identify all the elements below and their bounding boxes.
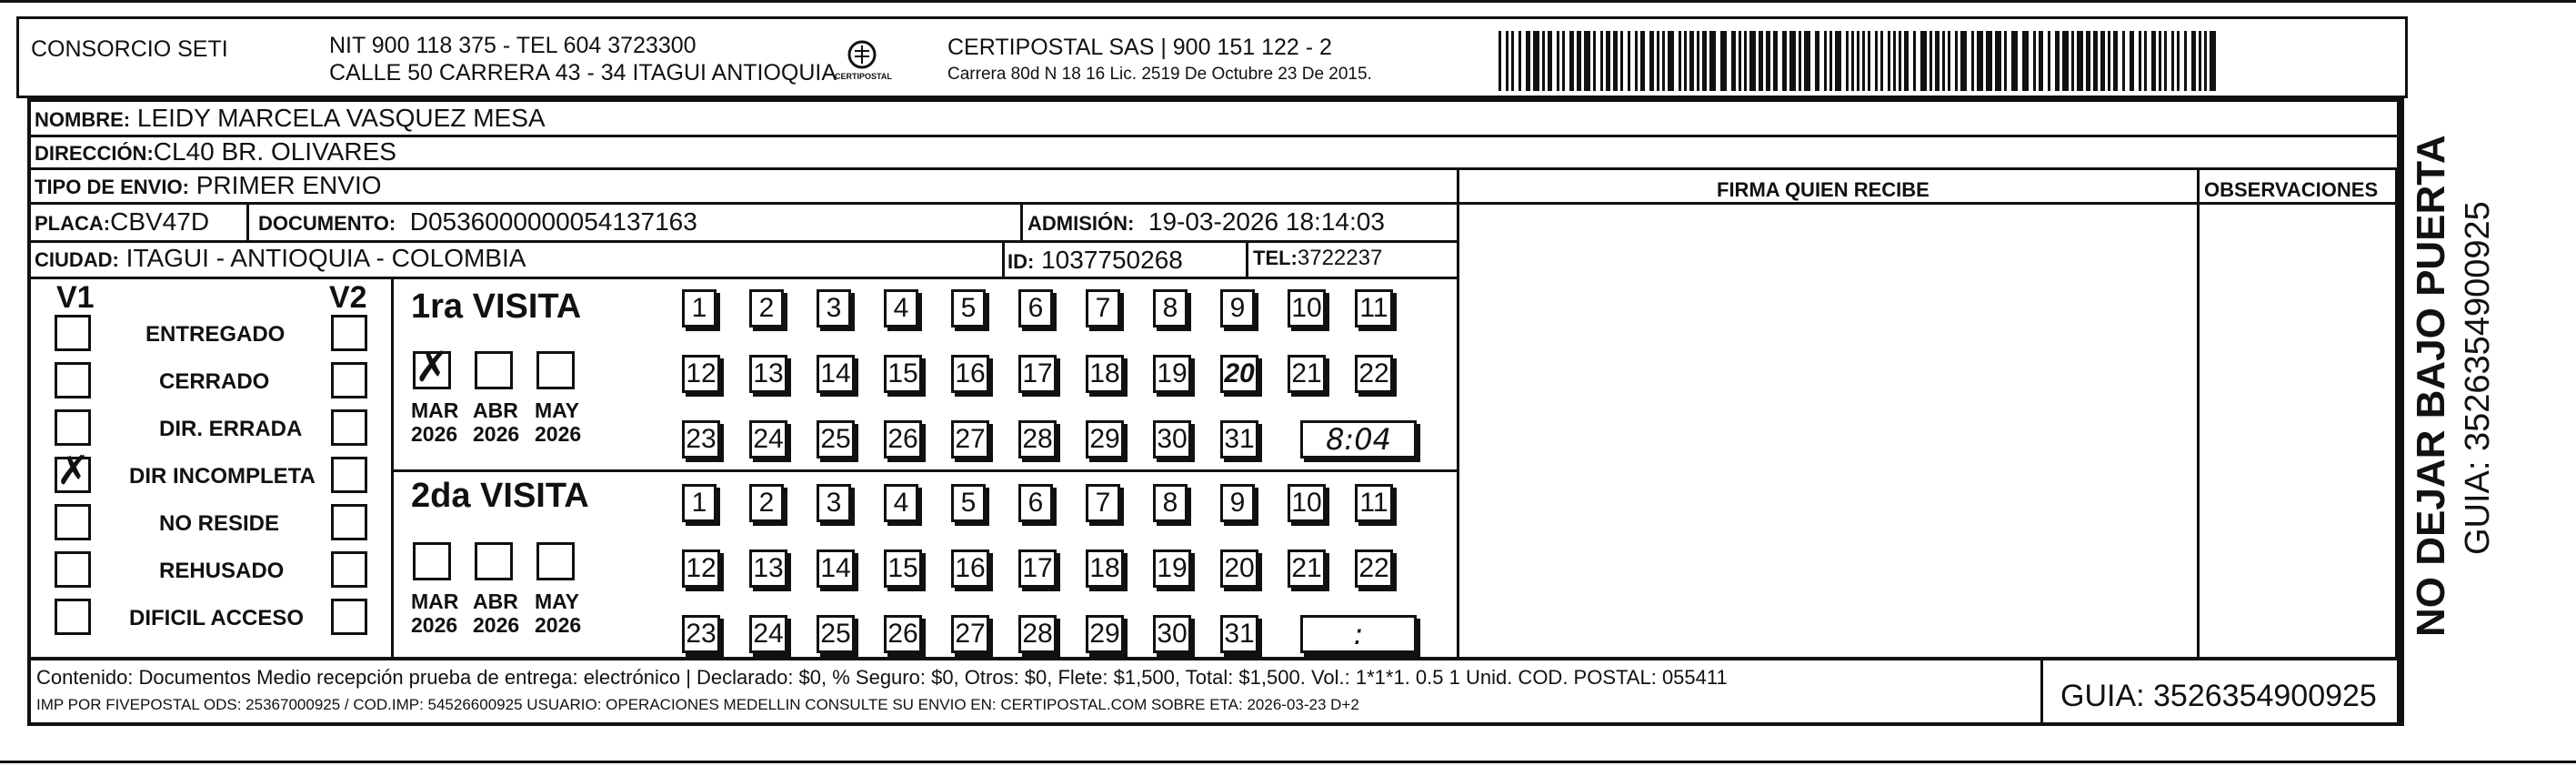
day-box[interactable]: 8 [1153, 484, 1188, 522]
guia-box: GUIA: 3526354900925 [2060, 679, 2377, 713]
status-v2-checkbox[interactable] [331, 504, 367, 540]
day-box[interactable]: 2 [749, 484, 784, 522]
admission-label: ADMISIÓN: [1027, 212, 1135, 235]
day-box[interactable]: 29 [1086, 420, 1124, 459]
time-box[interactable]: 8:04 [1300, 420, 1417, 459]
day-box[interactable]: 15 [884, 549, 922, 588]
day-box[interactable]: 7 [1086, 289, 1120, 328]
signature-label: FIRMA QUIEN RECIBE [1717, 178, 1929, 201]
status-v2-checkbox[interactable] [331, 599, 367, 635]
status-label: REHUSADO [159, 559, 285, 583]
signature-area[interactable] [1460, 206, 2195, 657]
month-label: ABR [473, 398, 518, 422]
bottom-border [0, 761, 2576, 763]
status-v1-checkbox[interactable] [55, 362, 91, 398]
day-box[interactable]: 13 [749, 549, 787, 588]
contents-line: Contenido: Documentos Medio recepción prueba de entrega: electrónico | Declarado: $0, % Seguro: $0, Otros: $0, Flete: $1,500, Total: $1,500. Vol.: 1*1*1. 0.5 1 Unid. COD. POSTAL: 055411 [36, 666, 1728, 689]
day-box[interactable]: 6 [1018, 289, 1053, 328]
status-v2-checkbox[interactable] [331, 409, 367, 446]
status-v1-checkbox[interactable] [55, 315, 91, 351]
day-box[interactable]: 21 [1288, 549, 1326, 588]
address-label: DIRECCIÓN: [35, 142, 154, 165]
imp-line: IMP POR FIVEPOSTAL ODS: 25367000925 / COD.IMP: 54526600925 USUARIO: OPERACIONES MEDELLIN CONSULTE SU ENVIO EN: CERTIPOSTAL.COM SOBRE ETA: 2026-03-23 D+2 [36, 696, 1359, 713]
day-box[interactable]: 24 [749, 615, 787, 653]
day-box[interactable]: 30 [1153, 615, 1191, 653]
day-box[interactable]: 2 [749, 289, 784, 328]
day-box[interactable]: 15 [884, 355, 922, 393]
tel-field [1253, 247, 1382, 269]
day-box[interactable]: 25 [817, 420, 855, 459]
day-box[interactable]: 7 [1086, 484, 1120, 522]
day-box[interactable]: 12 [682, 549, 720, 588]
status-v2-checkbox[interactable] [331, 362, 367, 398]
day-box[interactable]: 11 [1355, 484, 1393, 522]
month-checkbox[interactable] [413, 542, 451, 580]
status-v1-checkbox[interactable] [55, 409, 91, 446]
name-value: LEIDY MARCELA VASQUEZ MESA [136, 104, 546, 132]
status-v2-checkbox[interactable] [331, 551, 367, 588]
month-label: MAR [411, 590, 459, 613]
day-box[interactable]: 10 [1288, 484, 1326, 522]
city-field [35, 246, 526, 271]
tel-value: 3722237 [1297, 246, 1383, 270]
day-box[interactable]: 5 [951, 484, 986, 522]
day-box[interactable]: 13 [749, 355, 787, 393]
address-line: CALLE 50 CARRERA 43 - 34 ITAGUI ANTIOQUIA [329, 60, 837, 86]
id-value: 1037750268 [1041, 246, 1183, 274]
type-field [35, 173, 382, 198]
day-box[interactable]: 5 [951, 289, 986, 328]
day-box[interactable]: 22 [1355, 355, 1393, 393]
day-box[interactable]: 8 [1153, 289, 1188, 328]
status-v2-checkbox[interactable] [331, 315, 367, 351]
day-box[interactable]: 14 [817, 549, 855, 588]
year-label: 2026 [473, 422, 520, 446]
warning-text: NO DEJAR BAJO PUERTA [2409, 135, 2453, 637]
day-box[interactable]: 4 [884, 289, 918, 328]
time-box[interactable]: : [1300, 615, 1417, 653]
status-label: CERRADO [159, 369, 270, 394]
document-label: DOCUMENTO: [258, 212, 396, 235]
year-label: 2026 [535, 422, 582, 446]
name-field [35, 106, 546, 131]
day-box[interactable]: 1 [682, 484, 717, 522]
month-checkbox[interactable] [475, 351, 513, 389]
day-box[interactable]: 19 [1153, 355, 1191, 393]
month-checkbox[interactable] [536, 351, 575, 389]
day-box[interactable]: 19 [1153, 549, 1191, 588]
v1-label: V1 [56, 280, 95, 315]
admission-field [1027, 209, 1385, 235]
day-box[interactable]: 14 [817, 355, 855, 393]
observations-label: OBSERVACIONES [2204, 178, 2379, 201]
day-box[interactable]: 26 [884, 615, 922, 653]
month-label: MAY [535, 398, 579, 422]
day-box[interactable]: 24 [749, 420, 787, 459]
year-label: 2026 [535, 613, 582, 637]
type-value: PRIMER ENVIO [195, 171, 382, 199]
city-value: ITAGUI - ANTIOQUIA - COLOMBIA [125, 244, 526, 272]
month-checkbox[interactable] [536, 542, 575, 580]
day-box[interactable]: 28 [1018, 615, 1057, 653]
address-value: CL40 BR. OLIVARES [153, 137, 396, 166]
status-v1-checkbox[interactable] [55, 504, 91, 540]
day-box[interactable]: 3 [817, 289, 851, 328]
day-box[interactable]: 18 [1086, 549, 1124, 588]
side-guia: GUIA: 3526354900925 [2459, 201, 2497, 555]
day-box[interactable]: 31 [1220, 420, 1258, 459]
type-label: TIPO DE ENVIO: [35, 176, 189, 198]
v2-label: V2 [329, 280, 367, 315]
plate-field [35, 209, 209, 235]
day-box[interactable]: 31 [1220, 615, 1258, 653]
barcode [1498, 31, 2220, 91]
carrier-line: CERTIPOSTAL SAS | 900 151 122 - 2 [947, 35, 1332, 60]
first-visit-title: 1ra VISITA [411, 287, 582, 326]
day-box[interactable]: 29 [1086, 615, 1124, 653]
day-box[interactable]: 4 [884, 484, 918, 522]
status-label: ENTREGADO [145, 322, 286, 347]
day-box[interactable]: 9 [1220, 484, 1255, 522]
day-box[interactable]: 28 [1018, 420, 1057, 459]
day-box[interactable]: 30 [1153, 420, 1191, 459]
year-label: 2026 [411, 422, 458, 446]
status-label: NO RESIDE [159, 511, 280, 536]
id-field [1007, 247, 1183, 273]
form-right-border [2401, 98, 2404, 726]
certipostal-logo [835, 36, 892, 87]
month-label: ABR [473, 590, 518, 613]
day-box[interactable]: 12 [682, 355, 720, 393]
nit-line: NIT 900 118 375 - TEL 604 3723300 [329, 33, 697, 58]
day-box[interactable]: 22 [1355, 549, 1393, 588]
year-label: 2026 [411, 613, 458, 637]
observations-area[interactable] [2200, 206, 2393, 657]
month-mark: ✗ [415, 342, 450, 391]
logo-text: CERTIPOSTAL [835, 72, 892, 81]
document-value: D0536000000054137163 [409, 207, 697, 236]
year-label: 2026 [473, 613, 520, 637]
top-border [0, 0, 2576, 3]
day-box[interactable]: 20 [1220, 355, 1258, 393]
address-field [35, 139, 396, 165]
day-box[interactable]: 27 [951, 420, 989, 459]
receipt-divider [1457, 167, 1459, 659]
company-name: CONSORCIO SETI [31, 36, 228, 62]
admission-value: 19-03-2026 18:14:03 [1148, 207, 1385, 236]
status-label: DIR INCOMPLETA [129, 464, 316, 489]
day-box[interactable]: 27 [951, 615, 989, 653]
day-box[interactable]: 23 [682, 420, 720, 459]
day-box[interactable]: 23 [682, 615, 720, 653]
license-line: Carrera 80d N 18 16 Lic. 2519 De Octubre 23 De 2015. [947, 65, 1372, 84]
status-v1-checkbox[interactable] [55, 599, 91, 635]
month-checkbox[interactable] [475, 542, 513, 580]
day-box[interactable]: 3 [817, 484, 851, 522]
second-visit-title: 2da VISITA [411, 477, 589, 515]
day-box[interactable]: 16 [951, 355, 989, 393]
day-box[interactable]: 1 [682, 289, 717, 328]
day-box[interactable]: 6 [1018, 484, 1053, 522]
plate-value: CBV47D [110, 207, 210, 236]
id-label: ID: [1007, 250, 1035, 273]
month-label: MAR [411, 398, 459, 422]
day-box[interactable]: 25 [817, 615, 855, 653]
day-box[interactable]: 9 [1220, 289, 1255, 328]
day-box[interactable]: 11 [1355, 289, 1393, 328]
month-label: MAY [535, 590, 579, 613]
status-v1-checkbox[interactable] [55, 551, 91, 588]
day-box[interactable]: 17 [1018, 549, 1057, 588]
day-box[interactable]: 26 [884, 420, 922, 459]
name-label: NOMBRE: [35, 108, 131, 131]
day-box[interactable]: 17 [1018, 355, 1057, 393]
city-label: CIUDAD: [35, 248, 119, 271]
document-field [258, 209, 697, 235]
status-v2-checkbox[interactable] [331, 457, 367, 493]
status-label: DIR. ERRADA [159, 417, 303, 441]
day-box[interactable]: 18 [1086, 355, 1124, 393]
plate-label: PLACA: [35, 212, 111, 235]
day-box[interactable]: 10 [1288, 289, 1326, 328]
day-box[interactable]: 16 [951, 549, 989, 588]
day-box[interactable]: 20 [1220, 549, 1258, 588]
status-v1-mark: ✗ [56, 448, 90, 494]
tel-label: TEL: [1253, 247, 1298, 269]
status-label: DIFICIL ACCESO [129, 606, 305, 630]
day-box[interactable]: 21 [1288, 355, 1326, 393]
